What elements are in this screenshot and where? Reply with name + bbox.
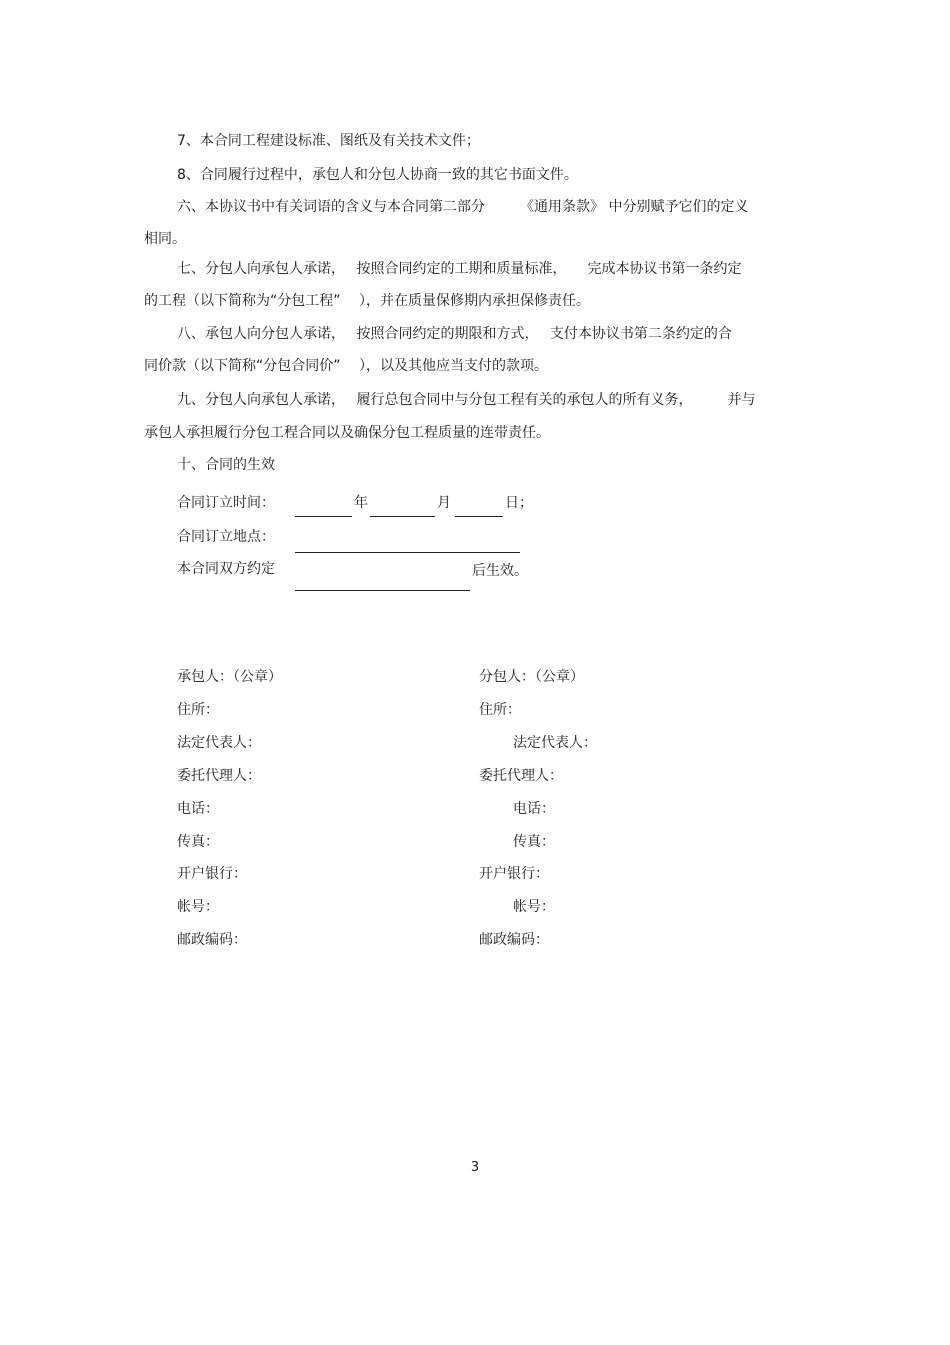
clause-8b-line1: 八、承包人向分包人承诺， 按照合同约定的期限和方式， 支付本协议书第二条约定的合 [177,326,732,342]
agreed-label: 本合同双方约定 [177,561,275,577]
year-label: 年 [354,495,368,511]
day-blank [455,516,503,517]
month-blank [370,516,435,517]
year-blank [295,516,352,517]
clause-7b-line2: 的工程（以下简称为“分包工程” ），并在质量保修期内承担保修责任。 [144,293,590,309]
clause-9-line1: 九、分包人向承包人承诺， 履行总包合同中与分包工程有关的承包人的所有义务， 并与 [177,392,756,408]
contractor-fax: 传真： [177,834,219,850]
place-blank [295,552,520,553]
subcontractor-phone: 电话： [513,801,555,817]
subcontractor-agent: 委托代理人： [479,768,563,784]
day-label: 日； [505,495,533,511]
clause-7: 7、本合同工程建设标准、图纸及有关技术文件； [177,133,480,149]
clause-7b-line1: 七、分包人向承包人承诺， 按照合同约定的工期和质量标准， 完成本协议书第一条约定 [177,261,742,277]
place-label: 合同订立地点： [177,529,275,545]
date-label: 合同订立时间： [177,495,275,511]
contractor-account: 帐号： [177,899,219,915]
clause-8b-line2: 同价款（以下简称“分包合同价” ），以及其他应当支付的款项。 [144,358,548,374]
subcontractor-address: 住所： [479,702,521,718]
month-label: 月 [437,495,451,511]
subcontractor-legal-rep: 法定代表人： [513,735,597,751]
contractor-bank: 开户银行： [177,866,247,882]
subcontractor-postcode: 邮政编码： [479,932,549,948]
contractor-phone: 电话： [177,801,219,817]
contractor-postcode: 邮政编码： [177,932,247,948]
subcontractor-bank: 开户银行： [479,866,549,882]
clause-8: 8、合同履行过程中，承包人和分包人协商一致的其它书面文件。 [177,167,578,183]
effective-label: 后生效。 [472,563,528,579]
page-number: 3 [470,1160,480,1175]
subcontractor-fax: 传真： [513,834,555,850]
clause-6-line1: 六、本协议书中有关词语的含义与本合同第二部分 《通用条款》 中分别赋予它们的定义 [177,199,749,215]
contractor-agent: 委托代理人： [177,768,261,784]
contractor-address: 住所： [177,702,219,718]
clause-6-line2: 相同。 [144,231,186,247]
contractor-seal: 承包人：（公章） [177,669,282,685]
subcontractor-account: 帐号： [513,899,555,915]
agreed-blank [295,590,470,591]
clause-9-line2: 承包人承担履行分包工程合同以及确保分包工程质量的连带责任。 [144,425,550,441]
contractor-legal-rep: 法定代表人： [177,735,261,751]
clause-10-heading: 十、合同的生效 [177,457,275,473]
subcontractor-seal: 分包人：（公章） [479,669,584,685]
